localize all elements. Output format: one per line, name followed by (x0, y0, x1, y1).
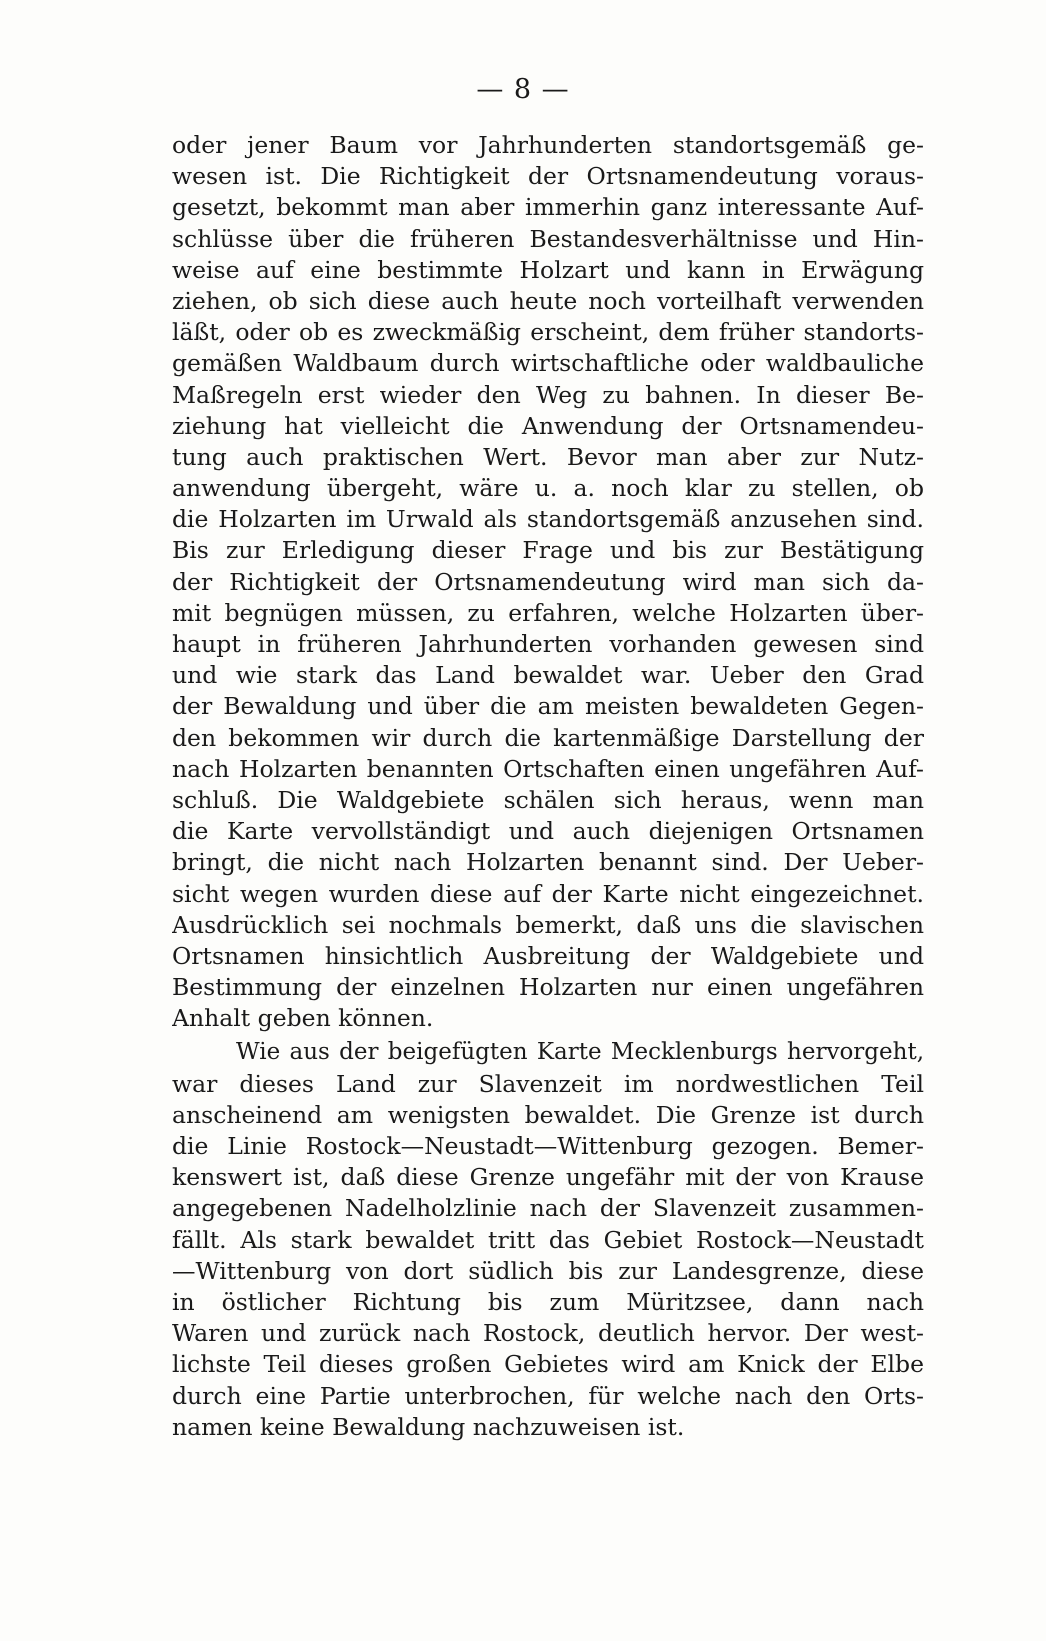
text-line: ziehung hat vielleicht die Anwendung der Ortsnamendeu- (172, 411, 924, 440)
text-line: der Bewaldung und über die am meisten bewaldeten Gegen- (172, 692, 924, 721)
text-line: die Karte vervollständigt und auch diejenigen Ortsnamen (172, 817, 924, 846)
text-line: oder jener Baum vor Jahrhunderten standortsgemäß ge- (172, 131, 924, 159)
text-line: durch eine Partie unterbrochen, für welche nach den Orts- (172, 1381, 924, 1410)
text-line: ziehen, ob sich diese auch heute noch vorteilhaft verwenden (172, 286, 924, 315)
text-line: Bis zur Erledigung dieser Frage und bis zur Bestätigung (172, 536, 924, 565)
text-line: bringt, die nicht nach Holzarten benannt sind. Der Ueber- (172, 848, 924, 877)
text-line: tung auch praktischen Wert. Bevor man aber zur Nutz- (172, 442, 924, 471)
text-line: sicht wegen wurden diese auf der Karte nicht eingezeichnet. (172, 879, 924, 908)
text-line: die Holzarten im Urwald als standortsgemäß anzusehen sind. (172, 505, 924, 534)
text-line: weise auf eine bestimmte Holzart und kann in Erwägung (172, 255, 924, 284)
text-line: angegebenen Nadelholzlinie nach der Slavenzeit zusammen- (172, 1194, 924, 1223)
text-line: schluß. Die Waldgebiete schälen sich heraus, wenn man (172, 785, 924, 814)
text-line: läßt, oder ob es zweckmäßig erscheint, dem früher standorts- (172, 318, 924, 347)
body-text (172, 130, 924, 1443)
text-line: haupt in früheren Jahrhunderten vorhanden gewesen sind (172, 630, 924, 658)
text-line: gemäßen Waldbaum durch wirtschaftliche oder waldbauliche (172, 349, 924, 378)
text-line: fällt. Als stark bewaldet tritt das Gebiet Rostock—Neustadt (172, 1225, 924, 1254)
text-line: kenswert ist, daß diese Grenze ungefähr mit der von Krause (172, 1163, 924, 1192)
text-line: Ausdrücklich sei nochmals bemerkt, daß uns die slavischen (172, 910, 924, 939)
text-line: schlüsse über die früheren Bestandesverhältnisse und Hin- (172, 224, 924, 253)
text-line: der Richtigkeit der Ortsnamendeutung wird man sich da- (172, 567, 924, 596)
text-line: gesetzt, bekommt man aber immerhin ganz interessante Auf- (172, 193, 924, 222)
text-line: den bekommen wir durch die kartenmäßige Darstellung der (172, 723, 924, 752)
text-line: war dieses Land zur Slavenzeit im nordwestlichen Teil (172, 1069, 924, 1098)
paragraph (172, 130, 924, 1034)
text-line: Anhalt geben können. (172, 1004, 434, 1033)
text-line: Wie aus der beigefügten Karte Mecklenburgs hervorgeht, (236, 1039, 924, 1066)
text-line: wesen ist. Die Richtigkeit der Ortsnamendeutung voraus- (172, 162, 924, 191)
page-number: — 8 — (476, 74, 570, 105)
text-line: anwendung übergeht, wäre u. a. noch klar zu stellen, ob (172, 474, 924, 503)
text-line: namen keine Bewaldung nachzuweisen ist. (172, 1412, 685, 1441)
paragraph (172, 1037, 924, 1442)
text-line: lichste Teil dieses großen Gebietes wird am Knick der Elbe (172, 1350, 924, 1379)
text-line: Waren und zurück nach Rostock, deutlich hervor. Der west- (172, 1319, 924, 1348)
text-line: mit begnügen müssen, zu erfahren, welche Holzarten über- (172, 598, 924, 627)
text-line: und wie stark das Land bewaldet war. Ueber den Grad (172, 661, 924, 690)
text-line: Maßregeln erst wieder den Weg zu bahnen. In dieser Be- (172, 380, 924, 409)
text-line: Ortsnamen hinsichtlich Ausbreitung der Waldgebiete und (172, 941, 924, 970)
text-line: die Linie Rostock—Neustadt—Wittenburg gezogen. Bemer- (172, 1132, 924, 1160)
text-line: in östlicher Richtung bis zum Müritzsee, dann nach (172, 1287, 924, 1316)
text-line: anscheinend am wenigsten bewaldet. Die Grenze ist durch (172, 1100, 924, 1129)
text-line: —Wittenburg von dort südlich bis zur Landesgrenze, diese (172, 1256, 924, 1285)
text-line: nach Holzarten benannten Ortschaften einen ungefähren Auf- (172, 754, 924, 783)
text-line: Bestimmung der einzelnen Holzarten nur einen ungefähren (172, 973, 924, 1002)
